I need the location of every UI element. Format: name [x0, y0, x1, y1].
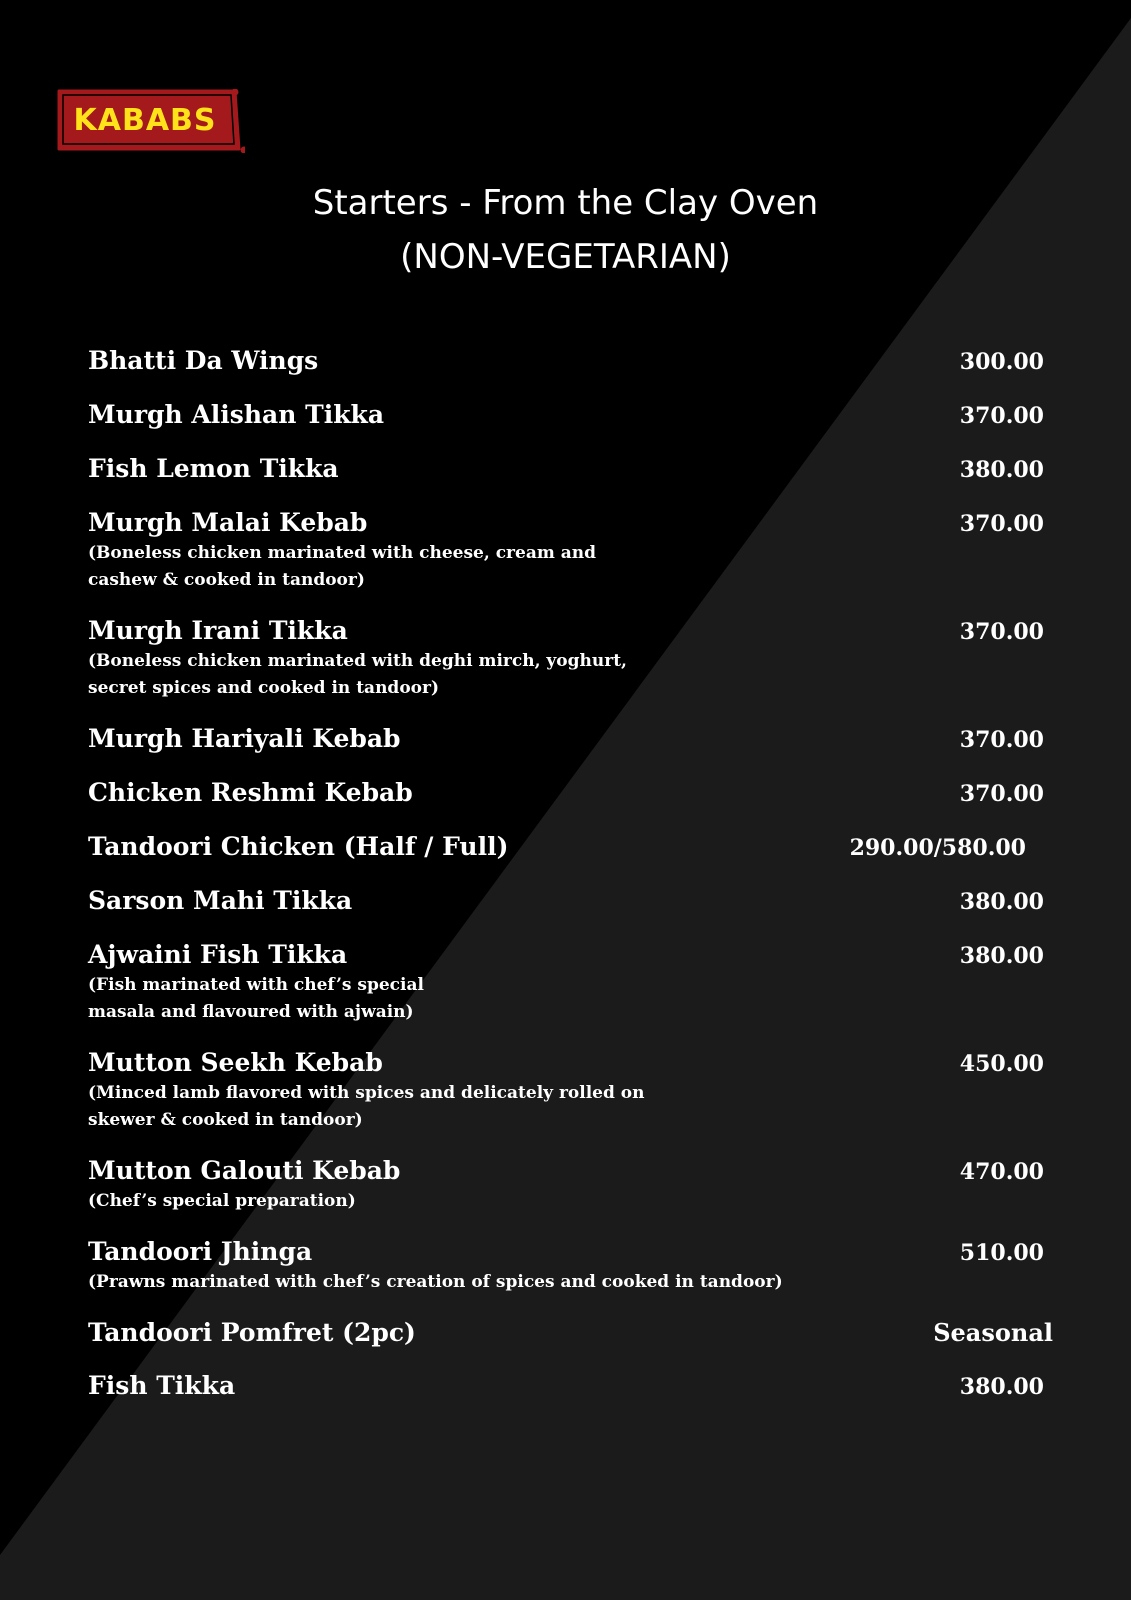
menu-item: [88, 507, 1053, 594]
item-description: (Minced lamb flavored with spices and delicately rolled on skewer & cooked in tandoor): [88, 1083, 645, 1130]
menu-item: [88, 453, 1053, 486]
item-name: Chicken Reshmi Kebab: [88, 778, 413, 807]
menu-heading: [0, 176, 1131, 284]
item-name: Murgh Alishan Tikka: [88, 400, 385, 429]
item-name: Mutton Galouti Kebab: [88, 1156, 401, 1185]
item-price: 370.00: [959, 619, 1044, 645]
menu-item: [88, 1047, 1053, 1134]
item-description: (Boneless chicken marinated with cheese, cream and cashew & cooked in tandoor): [88, 543, 597, 590]
item-price: 380.00: [959, 889, 1044, 915]
item-name: Tandoori Chicken (Half / Full): [88, 832, 509, 861]
item-price: 370.00: [959, 403, 1044, 429]
item-price: 380.00: [959, 943, 1044, 969]
item-price: 290.00/580.00: [849, 835, 1026, 861]
menu-item: [88, 885, 1053, 918]
menu-item: [88, 831, 1053, 864]
menu-list: [88, 345, 1053, 1424]
item-price: 510.00: [959, 1240, 1044, 1266]
item-name: Murgh Hariyali Kebab: [88, 724, 401, 753]
item-name: Fish Lemon Tikka: [88, 454, 339, 483]
item-price: Seasonal: [933, 1318, 1053, 1347]
badge-label: KABABS: [73, 103, 217, 138]
menu-item: [88, 939, 1053, 1026]
item-price: 380.00: [959, 1374, 1044, 1400]
menu-item: [88, 1155, 1053, 1215]
item-description: (Fish marinated with chef’s special masala and flavoured with ajwain): [88, 975, 424, 1022]
item-price: 470.00: [959, 1159, 1044, 1185]
item-name: Murgh Malai Kebab: [88, 508, 368, 537]
item-price: 370.00: [959, 511, 1044, 537]
menu-item: [88, 615, 1053, 702]
section-badge: [55, 89, 245, 153]
item-price: 300.00: [959, 349, 1044, 375]
item-description: (Prawns marinated with chef’s creation of spices and cooked in tandoor): [88, 1272, 783, 1292]
item-name: Tandoori Pomfret (2pc): [88, 1318, 416, 1347]
item-name: Fish Tikka: [88, 1371, 236, 1400]
item-description: (Chef’s special preparation): [88, 1191, 356, 1211]
item-description: (Boneless chicken marinated with deghi mirch, yoghurt, secret spices and cooked in tandoor): [88, 651, 627, 698]
item-name: Murgh Irani Tikka: [88, 616, 348, 645]
heading-title: Starters - From the Clay Oven: [312, 183, 819, 223]
item-name: Ajwaini Fish Tikka: [88, 940, 348, 969]
menu-item: [88, 723, 1053, 756]
menu-item: [88, 399, 1053, 432]
menu-item: [88, 1370, 1053, 1403]
item-price: 380.00: [959, 457, 1044, 483]
item-name: Bhatti Da Wings: [88, 346, 319, 375]
menu-item: [88, 345, 1053, 378]
menu-item: [88, 777, 1053, 810]
item-name: Mutton Seekh Kebab: [88, 1048, 383, 1077]
menu-item: [88, 1236, 1053, 1296]
menu-item: [88, 1317, 1053, 1349]
item-price: 370.00: [959, 781, 1044, 807]
item-name: Tandoori Jhinga: [88, 1237, 313, 1266]
heading-subtitle: (NON-VEGETARIAN): [400, 237, 731, 277]
item-price: 370.00: [959, 727, 1044, 753]
item-price: 450.00: [959, 1051, 1044, 1077]
item-name: Sarson Mahi Tikka: [88, 886, 353, 915]
